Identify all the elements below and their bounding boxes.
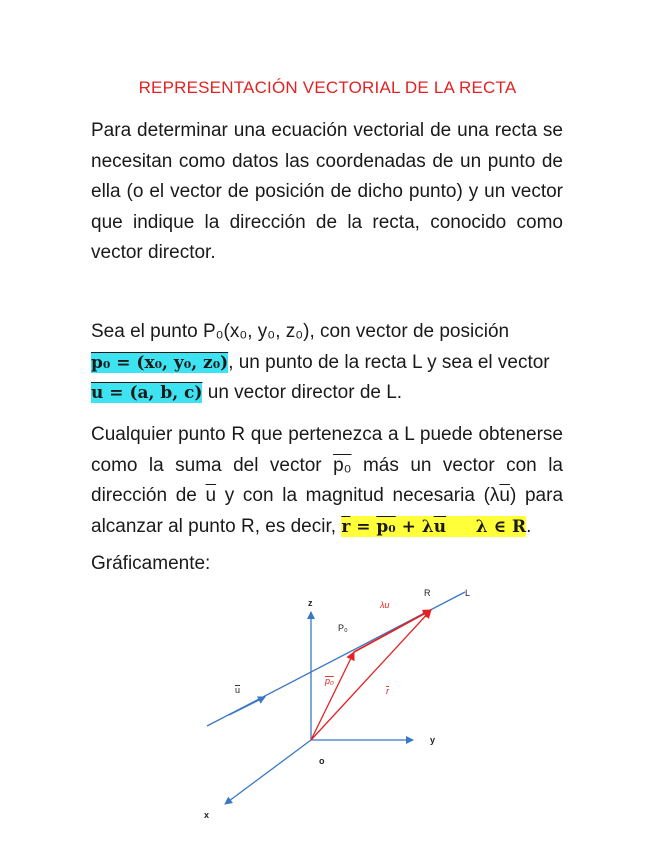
paragraph-point-definition (91, 317, 563, 409)
l-line-label: L (465, 588, 471, 598)
p2-prefix: Sea el punto P₀(x₀, y₀, z₀), con vector de posición (91, 321, 510, 342)
r-vector-label: r (386, 686, 389, 696)
paragraph-intro: Para determinar una ecuación vectorial de una recta se necesitan como datos las coordenadas de un punto de ella (o el vector de posición de dicho punto) y un vector que indique la dirección de la recta, conocido como vector director. (91, 120, 563, 263)
vector-line-diagram (195, 582, 485, 832)
p3-u2: $\overline{u}$ (499, 485, 510, 506)
r-vector (311, 610, 431, 740)
page-title: REPRESENTACIÓN VECTORIAL DE LA RECTA (138, 78, 517, 97)
p0-formula: p₀ = (x₀, y₀, z₀) (91, 352, 229, 373)
x-axis-label: x (204, 810, 210, 820)
p3-p0: p₀ (333, 454, 352, 476)
eq-equals: = (350, 516, 377, 537)
y-axis-label: y (430, 735, 436, 745)
p3-end: . (526, 515, 532, 537)
paragraph-explanation (91, 420, 563, 542)
paragraph-graphically: Gráficamente: (91, 553, 211, 574)
eq-plus-lambda: + λ (395, 516, 434, 537)
eq-r: $\overline{r}$ (341, 516, 351, 537)
x-axis (225, 740, 311, 804)
u-formula: u = (a, b, c) (91, 383, 203, 403)
u-direction-arrow (229, 697, 265, 715)
p0-vector (311, 652, 354, 740)
eq-u: $\overline{u}$ (433, 516, 447, 537)
r-point-label: R (424, 588, 431, 598)
eq-condition: λ ∈ R (446, 516, 527, 537)
equation-highlight (341, 516, 526, 537)
lambda-u-label: λu (380, 600, 390, 610)
eq-p0: p₀ (376, 516, 396, 537)
u-vector-label: u (235, 685, 241, 695)
p0-point-label: P₀ (338, 623, 348, 633)
p3-u: $\overline{u}$ (205, 485, 217, 506)
lambda-u-vector (354, 610, 431, 652)
p3-text-1: Cualquier punto R que pertenezca a L puede obtenerse como la suma del vector (91, 424, 563, 476)
p3-text-2: más un vector con la dirección de (91, 454, 563, 506)
origin-label: o (319, 756, 325, 766)
p0-vector-label: p₀ (325, 676, 334, 686)
p2-middle: , un punto de la recta L y sea el vector (228, 351, 550, 373)
z-axis-label: z (308, 598, 313, 608)
p3-text-4: ) para alcanzar al punto R, es decir, (91, 485, 564, 537)
p3-text-3: y con la magnitud necesaria (λ (216, 485, 500, 506)
p2-suffix: un vector director de L. (202, 382, 403, 403)
